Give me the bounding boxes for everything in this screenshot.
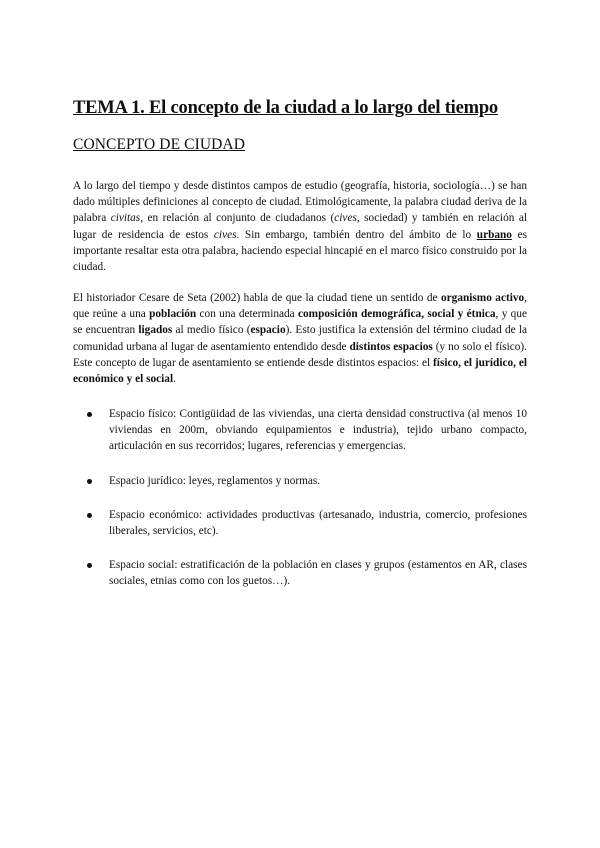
list-item-text: Espacio social: estratificación de la población en clases y grupos (estamentos en AR, clases sociales, etnias como con los guetos…). — [109, 559, 527, 588]
bullet-icon — [87, 412, 92, 417]
paragraph-text: al medio físico ( — [172, 324, 251, 337]
bullet-list — [73, 406, 527, 608]
bold-espacio: espacio — [250, 324, 286, 337]
emphasis-cives: cives — [213, 228, 237, 241]
paragraph-text: con una determinada — [196, 308, 298, 321]
document-title: TEMA 1. El concepto de la ciudad a lo largo del tiempo — [73, 98, 498, 118]
bold-poblacion: población — [149, 308, 197, 321]
paragraph-text: . Sin embargo, también dentro del ámbito de lo — [236, 228, 477, 241]
list-item — [73, 557, 527, 589]
paragraph-seta — [73, 290, 527, 387]
list-item-text: Espacio físico: Contigüidad de las viviendas, una cierta densidad constructiva (al menos 10 viviendas en 200m, obviando equipamientos e industria), tejido urbano compacto, articulación en sus recorridos; lugares, referencias y emergencias. — [109, 408, 527, 453]
paragraph-text: ). Esto justifica la extensión del término ciudad de la comunidad urbana al lugar de asentamiento entendido desde — [73, 324, 527, 353]
paragraph-text: , y que se encuentran — [73, 308, 527, 337]
emphasis-urbano: urbano — [476, 228, 512, 241]
emphasis-cives: cives — [334, 212, 357, 225]
bold-espacios-lista: físico, el jurídico, el económico y el social — [73, 356, 527, 386]
paragraph-text: (y no solo el físico). Este concepto de lugar de asentamiento se entiende desde distintos espacios: el — [73, 340, 528, 369]
paragraph-text: es importante resaltar esta otra palabra, haciendo especial hincapié en el marco físico construido por la ciudad. — [73, 228, 527, 274]
list-item-text: Espacio jurídico: leyes, reglamentos y normas. — [109, 474, 321, 487]
bold-composicion: composición demográfica, social y étnica — [298, 308, 496, 321]
list-item — [73, 507, 527, 539]
paragraph-text: El historiador Cesare de Seta (2002) habla de que la ciudad tiene un sentido de — [73, 292, 442, 304]
paragraph-text: A lo largo del tiempo y desde distintos campos de estudio (geografía, historia, sociología…) se han dado múltiples definiciones al concepto de ciudad. Etimológicamente, la palabra ciudad deriva de la palabra — [73, 180, 527, 225]
paragraph-definition — [73, 178, 527, 275]
section-heading: CONCEPTO DE CIUDAD — [73, 136, 246, 153]
list-item-text: Espacio económico: actividades productivas (artesanado, industria, comercio, profesiones liberales, servicios, etc). — [109, 508, 527, 538]
paragraph-text: , en relación al conjunto de ciudadanos ( — [140, 212, 335, 225]
paragraph-text: . — [173, 373, 176, 386]
paragraph-text: , que reúne a una — [73, 292, 527, 321]
list-item — [73, 406, 527, 455]
bullet-icon — [87, 479, 92, 484]
bullet-icon — [87, 513, 92, 518]
bullet-icon — [87, 563, 92, 568]
list-item — [73, 473, 527, 489]
paragraph-text: , sociedad) y también en relación al lugar de residencia de estos — [73, 212, 527, 241]
bold-ligados: ligados — [138, 324, 173, 337]
bold-distintos-espacios: distintos espacios — [349, 340, 433, 353]
emphasis-civitas: civitas — [110, 212, 141, 225]
bold-organismo-activo: organismo activo — [441, 292, 525, 304]
